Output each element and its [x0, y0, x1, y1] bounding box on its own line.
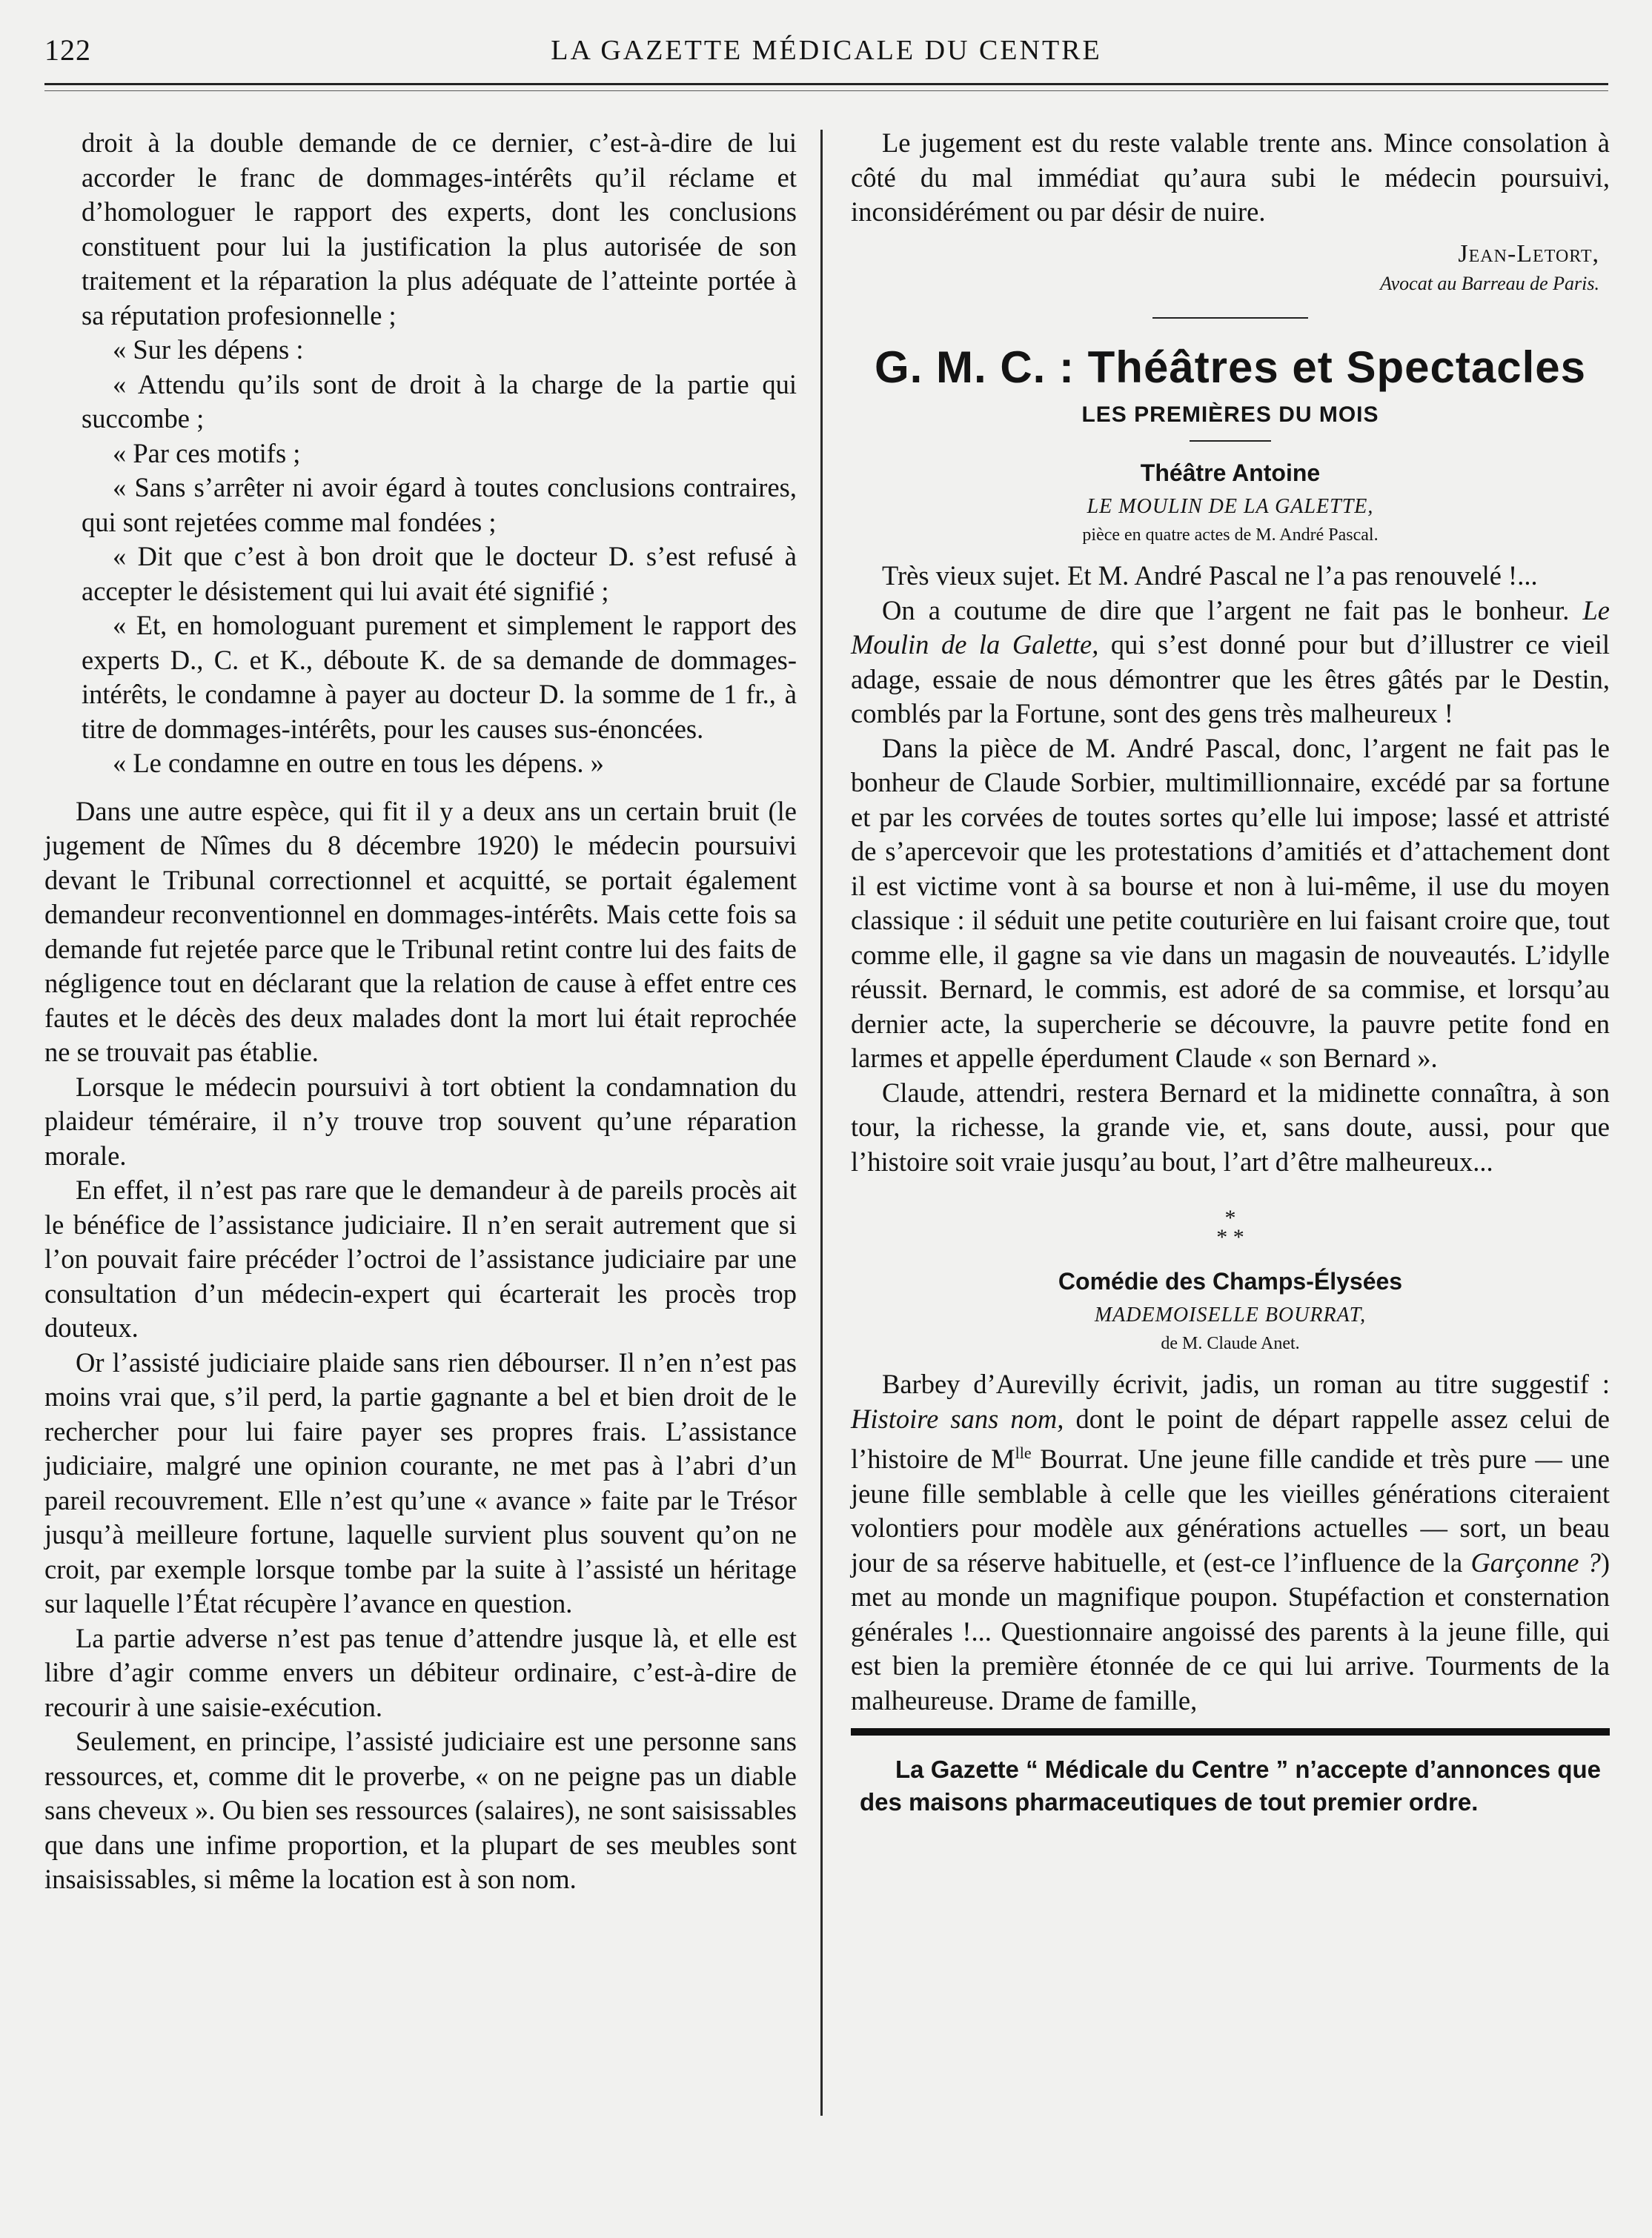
- venue-title: Théâtre Antoine: [1140, 459, 1321, 486]
- paragraph: Seulement, en principe, l’assisté judiciaire est une personne sans ressources, et, comme dit le proverbe, « on ne peigne pas un diable sans cheveux ». Ou bien ses ressources (salaires), ne sont saisissables que dans une infime proportion, et la plupart de ses meubles sont insaisissables, si même la location est à son nom.: [44, 1726, 797, 1894]
- book-title-inline: Garçonne ?: [1470, 1547, 1601, 1578]
- play-author: pièce en quatre actes de M. André Pascal.: [1082, 525, 1379, 545]
- paragraph: Or l’assisté judiciaire plaide sans rien débourser. Il n’en n’est pas moins vrai que, s’il perd, la partie gagnante a bel et bien droit de le rechercher pour lui faire payer ses propres frais. L’assistance judiciaire, malgré une opinion courante, ne met pas à l’abri d’un pareil recouvrement. Elle n’est qu’une « avance » faite par le Trésor jusqu’à meilleure fortune, laquelle survient plus souvent qu’on ne croit, par exemple lorsque tombe par la suite à l’assisté un héritage sur laquelle l’État récupère l’avance en question.: [44, 1347, 797, 1618]
- column-divider: [820, 130, 823, 2116]
- text-run: dont le point de départ rappelle assez celui de l’histoire de M: [851, 1403, 1610, 1475]
- text-run: Bourrat. Une jeune fille candide et très pure — une jeune fille semblable à celle que les vieilles générations citeraient volontiers pour modèle aux générations actuelles — sort, un beau jour de sa réserve habituelle, et (est-ce l’influence de la: [851, 1444, 1610, 1578]
- paragraph: « Sans s’arrêter ni avoir égard à toutes conclusions contraires, qui sont rejetées comme mal fondées ;: [82, 472, 797, 537]
- paragraph: En effet, il n’est pas rare que le demandeur à de pareils procès ait le bénéfice de l’assistance judiciaire. Il n’en serait autrement que si l’on pouvait faire précéder l’octroi de l’assistance judiciaire par une consultation d’un médecin-expert qui écarterait les procès trop douteux.: [44, 1175, 797, 1343]
- section-title: G. M. C. : Théâtres et Spectacles: [875, 342, 1586, 392]
- paragraph: [851, 1367, 1610, 1718]
- paragraph: « Par ces motifs ;: [113, 437, 301, 468]
- notice-text: La Gazette “ Médicale du Centre ” n’accepte d’annonces que des maisons pharmaceutiques de tout premier ordre.: [860, 1756, 1601, 1816]
- signature: [851, 237, 1599, 297]
- text-run: On a coutume de dire que l’argent ne fait pas le bonheur.: [882, 594, 1583, 625]
- signature-role: Avocat au Barreau de Paris.: [1380, 273, 1599, 294]
- play-title: MADEMOISELLE BOURRAT,: [1094, 1304, 1367, 1326]
- signature-name: Jean-Letort,: [1458, 239, 1599, 268]
- play-title: LE MOULIN DE LA GALETTE,: [1087, 495, 1374, 518]
- play-title-inline: Le Moulin de la Galette,: [851, 594, 1610, 660]
- page-header: [44, 30, 1608, 89]
- header-rule: [44, 83, 1608, 85]
- paragraph: Claude, attendri, restera Bernard et la midinette connaîtra, à son tour, la richesse, la grande vie, et, sans doute, aussi, pour que l’histoire soit vraie jusqu’au bout, l’art d’être malheureux...: [851, 1077, 1610, 1177]
- paragraph: Dans la pièce de M. André Pascal, donc, l’argent ne fait pas le bonheur de Claude Sorbier, multimillionnaire, excédé par sa fortune et par les corvées de toutes sortes qu’elle lui impose; lassé et attristé de s’apercevoir que les protestations d’amitiés et d’attachement dont il est victime vont à sa bourse et non à lui-même, il use du moyen classique : il séduit une petite couturière en lui faisant croire que, tout comme elle, il gagne sa vie dans un magasin de nouveautés. L’idylle réussit. Bernard, le commis, est adoré de sa commise, et lorsqu’au dernier acte, la supercherie se découvre, la pauvre petite fond en larmes et appelle éperdument Claude « son Bernard ».: [851, 732, 1610, 1073]
- play-author: de M. Claude Anet.: [1161, 1334, 1300, 1353]
- asterism-bottom: * *: [1216, 1225, 1244, 1249]
- header-rule-thin: [44, 90, 1608, 91]
- page-number: 122: [44, 33, 91, 67]
- paragraph: La partie adverse n’est pas tenue d’attendre jusque là, et elle est libre d’agir comme envers un débiteur ordinaire, c’est-à-dire de recourir à une saisie-exécution.: [44, 1622, 797, 1722]
- paragraph: « Sur les dépens :: [113, 334, 304, 365]
- asterism: [851, 1206, 1610, 1249]
- text-run: qui s’est donné pour but d’illustrer ce vieil adage, essaie de nous démontrer que les êtres gâtés par le Destin, comblés par la Fortune, sont des gens très malheureux !: [851, 629, 1610, 728]
- subtitle-divider: [1190, 440, 1271, 442]
- paragraph: droit à la double demande de ce dernier, c’est-à-dire de lui accorder le franc de dommages-intérêts qu’il réclame et d’homologuer le rapport des experts, dont les conclusions constituent pour lui la justification la plus autorisée de son traitement et la réparation la plus adéquate de l’atteinte portée à sa réputation profesionnelle ;: [82, 127, 797, 331]
- right-column: [851, 126, 1610, 1819]
- asterism-top: *: [1224, 1206, 1236, 1230]
- advertising-notice: [860, 1753, 1601, 1819]
- left-column: [44, 126, 797, 1897]
- notice-rule: [851, 1728, 1610, 1736]
- section-divider: [1152, 317, 1308, 319]
- paragraph: « Et, en homologuant purement et simplement le rapport des experts D., C. et K., déboute K. de sa demande de dommages-intérêts, le condamne à payer au docteur D. la somme de 1 fr., à titre de dommages-intérêts, pour les causes sus-énoncées.: [82, 610, 797, 744]
- venue-title: Comédie des Champs-Élysées: [1058, 1268, 1403, 1295]
- text-run: Barbey d’Aurevilly écrivit, jadis, un roman au titre suggestif :: [882, 1369, 1610, 1399]
- book-title-inline: Histoire sans nom,: [851, 1403, 1064, 1434]
- paragraph: Lorsque le médecin poursuivi à tort obtient la condamnation du plaideur téméraire, il n’y trouve trop souvent qu’une réparation morale.: [44, 1071, 797, 1171]
- paragraph: « Le condamne en outre en tous les dépens. »: [113, 748, 604, 778]
- superscript: lle: [1015, 1444, 1032, 1462]
- text-run: ) met au monde un magnifique poupon. Stupéfaction et consternation générales !... Questionnaire angoissé des parents à la jeune fille, qui est bien la première étonnée de ce qui lui arrive. Tourments de la malheureuse. Drame de famille,: [851, 1547, 1610, 1716]
- paragraph: [851, 594, 1610, 731]
- journal-title: LA GAZETTE MÉDICALE DU CENTRE: [551, 35, 1102, 66]
- paragraph: Dans une autre espèce, qui fit il y a deux ans un certain bruit (le jugement de Nîmes du 8 décembre 1920) le médecin poursuivi devant le Tribunal correctionnel et acquitté, se portait également demandeur reconventionnel en dommages-intérêts. Mais cette fois sa demande fut rejetée parce que le Tribunal retint contre lui des faits de négligence tout en déclarant que la relation de cause à effet entre ces fautes et le décès des deux malades dont la mort lui était reprochée ne se trouvait pas établie.: [44, 795, 797, 1067]
- paragraph: Très vieux sujet. Et M. André Pascal ne l’a pas renouvelé !...: [882, 560, 1538, 591]
- paragraph: Le jugement est du reste valable trente ans. Mince consolation à côté du mal immédiat qu’aura subi le médecin poursuivi, inconsidérément ou par désir de nuire.: [851, 127, 1610, 227]
- paragraph: « Dit que c’est à bon droit que le docteur D. s’est refusé à accepter le désistement qui lui avait été signifié ;: [82, 541, 797, 606]
- section-subtitle: LES PREMIÈRES DU MOIS: [1081, 402, 1379, 427]
- paragraph: « Attendu qu’ils sont de droit à la charge de la partie qui succombe ;: [82, 368, 797, 434]
